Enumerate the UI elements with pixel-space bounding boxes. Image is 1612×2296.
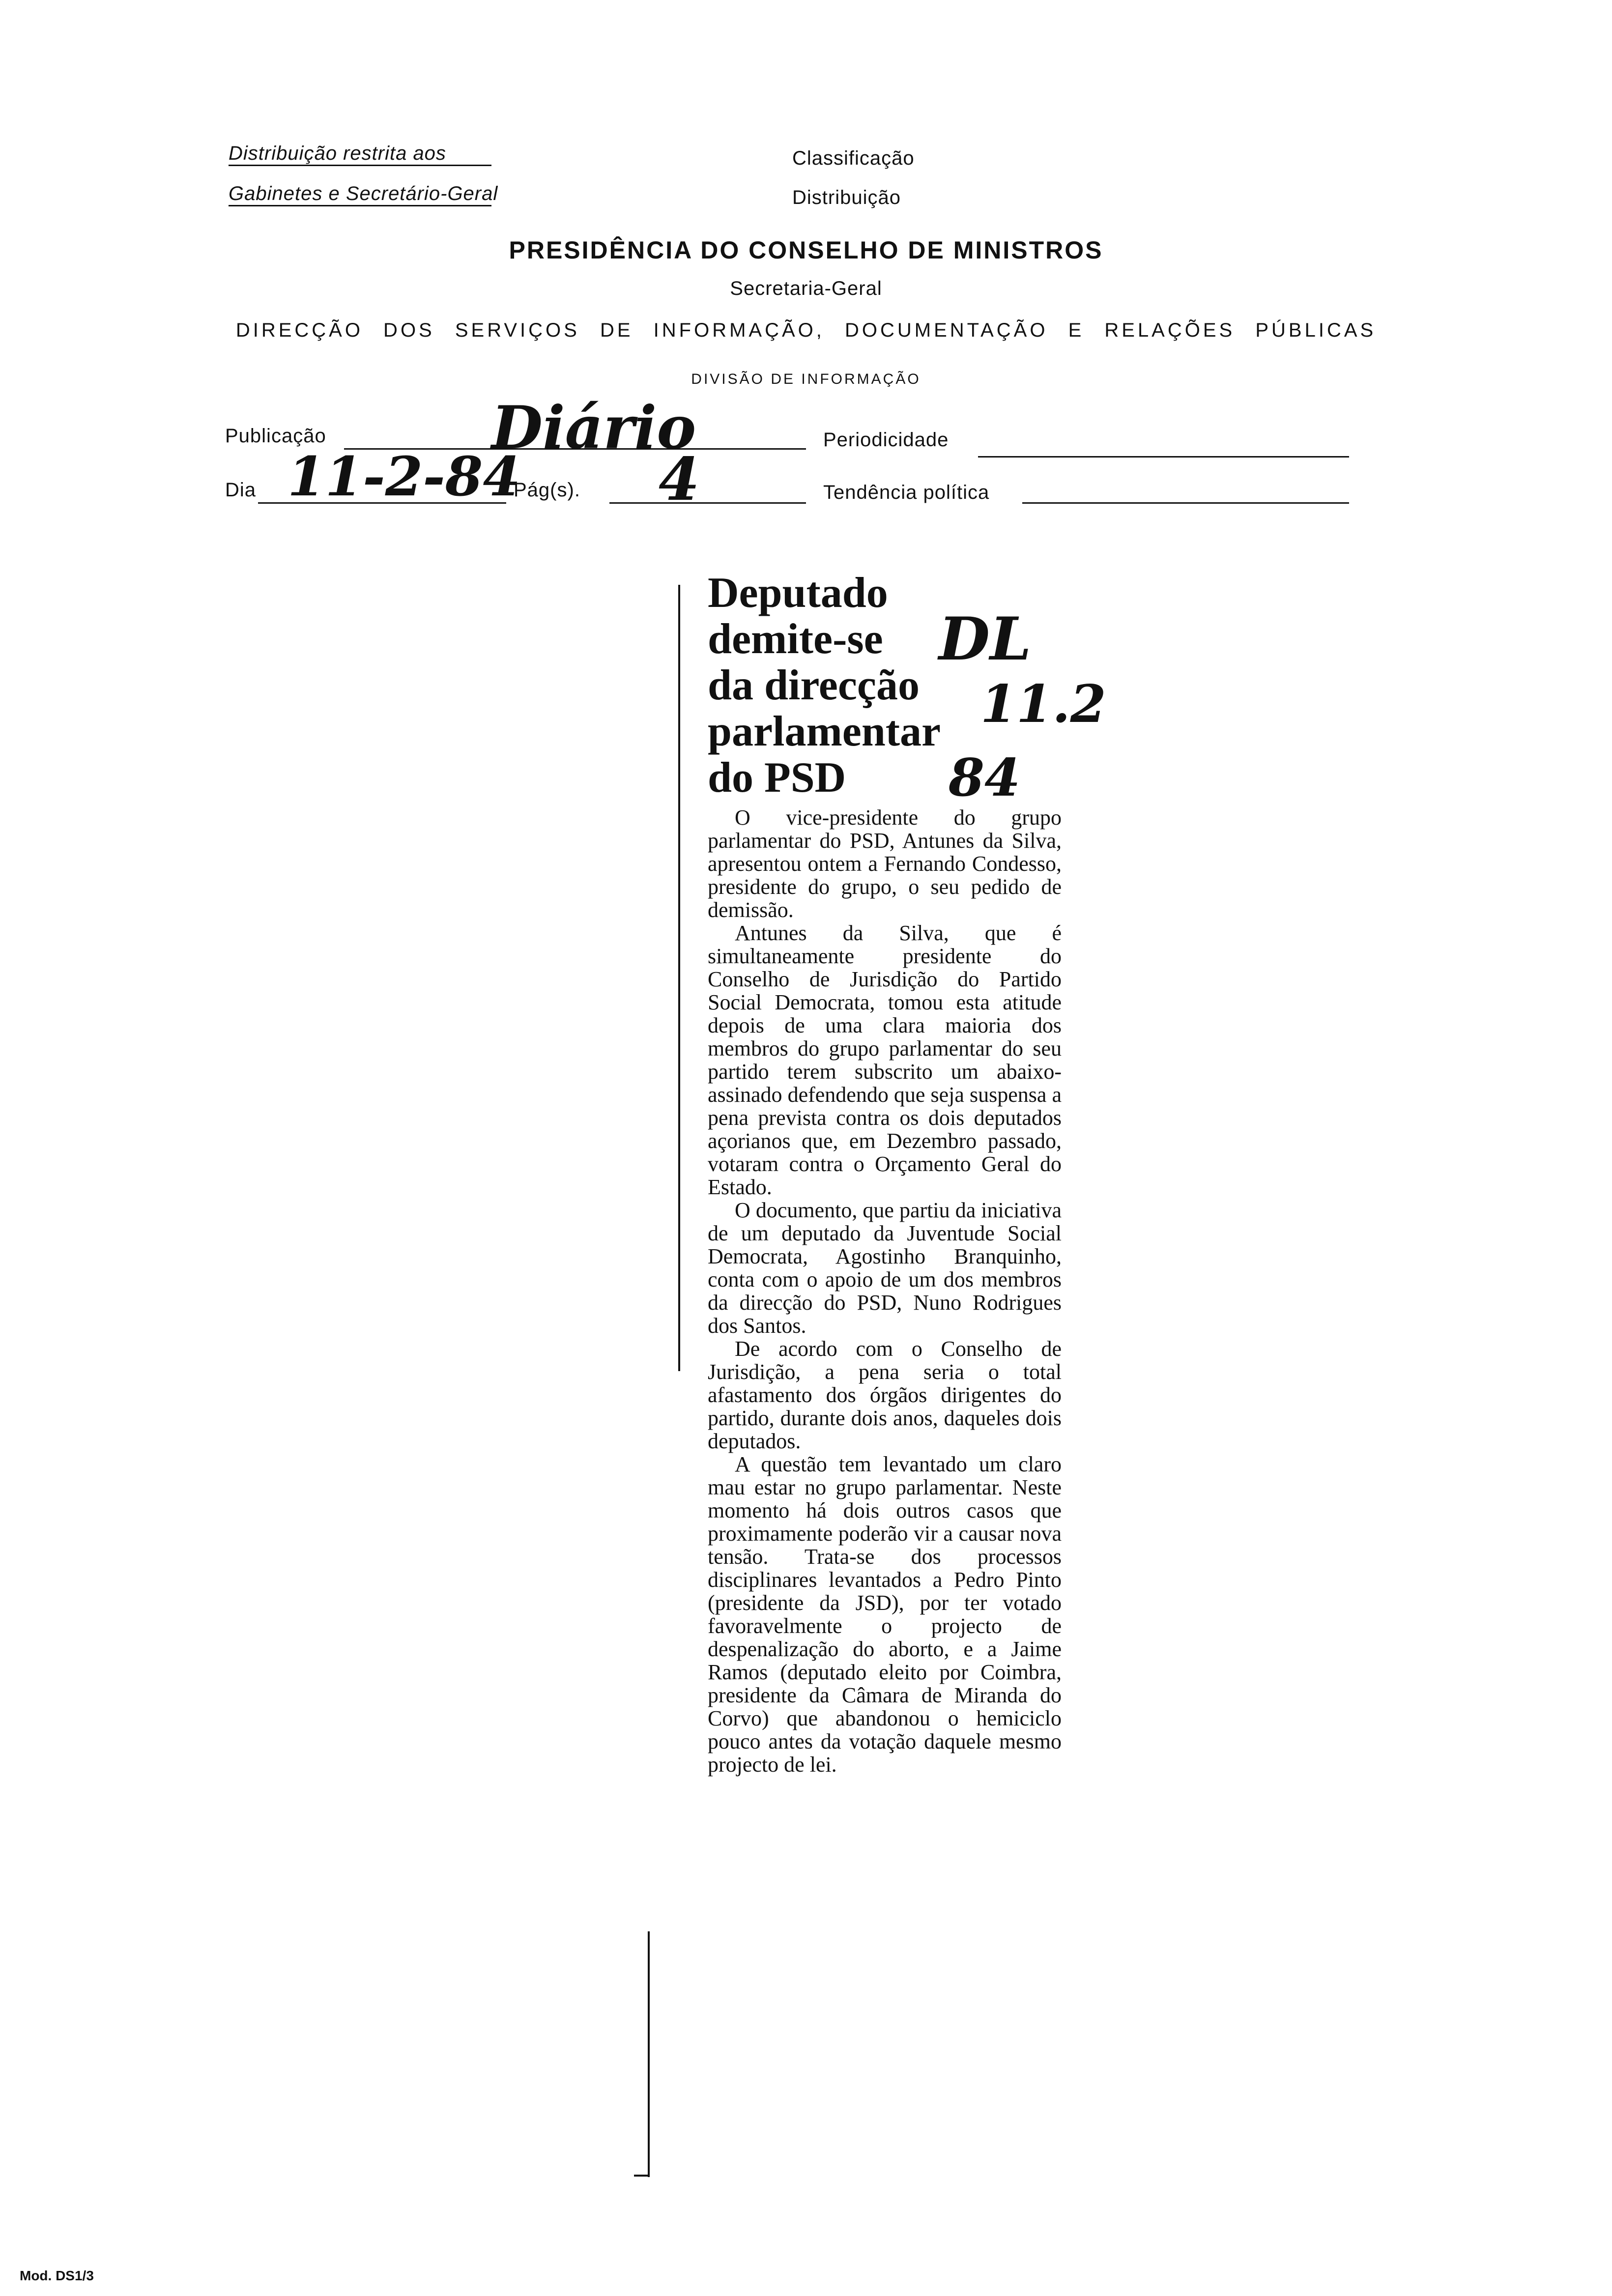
clipping-body	[708, 806, 1062, 1776]
publication-label: Publicação	[225, 425, 326, 447]
distribution-restricted-line1: Distribuição restrita aos	[229, 143, 491, 166]
headline-line: Deputado	[708, 569, 888, 617]
pages-label: Pág(s).	[514, 479, 580, 501]
clipping-corner-mark	[634, 2175, 650, 2177]
secretariat-subtitle: Secretaria-Geral	[730, 278, 882, 299]
article-paragraph: O vice-presidente do grupo parlamentar do PSD, Antunes da Silva, apresentou ontem a Fernando Condesso, presidente do grupo, o seu pedido de demissão.	[708, 805, 1062, 922]
periodicity-label: Periodicidade	[823, 429, 949, 451]
article-paragraph: Antunes da Silva, que é simultaneamente presidente do Conselho de Jurisdição do Partido Social Democrata, tomou esta atitude depois de uma clara maioria dos membros do grupo parlamentar do seu partido terem subscrito um abaixo-assinado defendendo que seja suspensa a pena prevista contra os dois deputados açorianos que, em Dezembro passado, votaram contra o Orçamento Geral do Estado.	[708, 921, 1062, 1199]
article-paragraph: De acordo com o Conselho de Jurisdição, a pena seria o total afastamento dos órgãos dirigentes do partido, durante dois anos, daqueles dois deputados.	[708, 1337, 1062, 1453]
article-paragraph: A questão tem levantado um claro mau estar no grupo parlamentar. Neste momento há dois outros casos que proximamente poderão vir a causar nova tensão. Trata-se dos processos disciplinares levantados a Pedro Pinto (presidente da JSD), por ter votado favoravelmente o projecto de despenalização do aborto, e a Jaime Ramos (deputado eleito por Coimbra, presidente da Câmara de Miranda do Corvo) que abandonou o hemiciclo pouco antes da votação daquele mesmo projecto de lei.	[708, 1452, 1062, 1777]
headline-line: do PSD	[708, 754, 846, 802]
headline-line: demite-se	[708, 615, 883, 663]
classification-label: Classificação	[792, 147, 915, 169]
distribution-label: Distribuição	[792, 187, 901, 208]
political-tendency-label: Tendência política	[823, 482, 990, 503]
distribution-restricted-line2: Gabinetes e Secretário-Geral	[229, 183, 491, 206]
division-name: DIVISÃO DE INFORMAÇÃO	[691, 371, 921, 387]
clipping-headline	[708, 570, 1062, 801]
annotation-source: DL	[939, 604, 1032, 674]
newspaper-clipping	[708, 570, 1062, 1776]
periodicity-field-line	[978, 456, 1349, 458]
article-paragraph: O documento, que partiu da iniciativa de um deputado da Juventude Social Democrata, Agostinho Branquinho, conta com o apoio de um dos membros da direcção do PSD, Nuno Rodrigues dos Santos.	[708, 1198, 1062, 1338]
department-name: DIRECÇÃO DOS SERVIÇOS DE INFORMAÇÃO, DOCUMENTAÇÃO E RELAÇÕES PÚBLICAS	[235, 319, 1377, 341]
ministry-title: PRESIDÊNCIA DO CONSELHO DE MINISTROS	[509, 236, 1103, 264]
pages-handwritten-value: 4	[659, 445, 700, 514]
headline-line: parlamentar	[708, 708, 941, 755]
clipping-left-edge-upper	[678, 585, 680, 1371]
clipping-left-edge-lower	[648, 1931, 650, 2177]
annotation-year: 84	[949, 747, 1021, 808]
annotation-date: 11.2	[980, 673, 1106, 734]
day-label: Dia	[225, 479, 257, 501]
day-handwritten-value: 11-2-84	[288, 445, 520, 508]
political-tendency-field-line	[1022, 502, 1349, 504]
headline-line: da direcção	[708, 661, 920, 709]
form-code: Mod. DS1/3	[20, 2268, 94, 2283]
publication-handwritten-value: Diário	[491, 393, 696, 462]
pages-field-line	[609, 502, 806, 504]
